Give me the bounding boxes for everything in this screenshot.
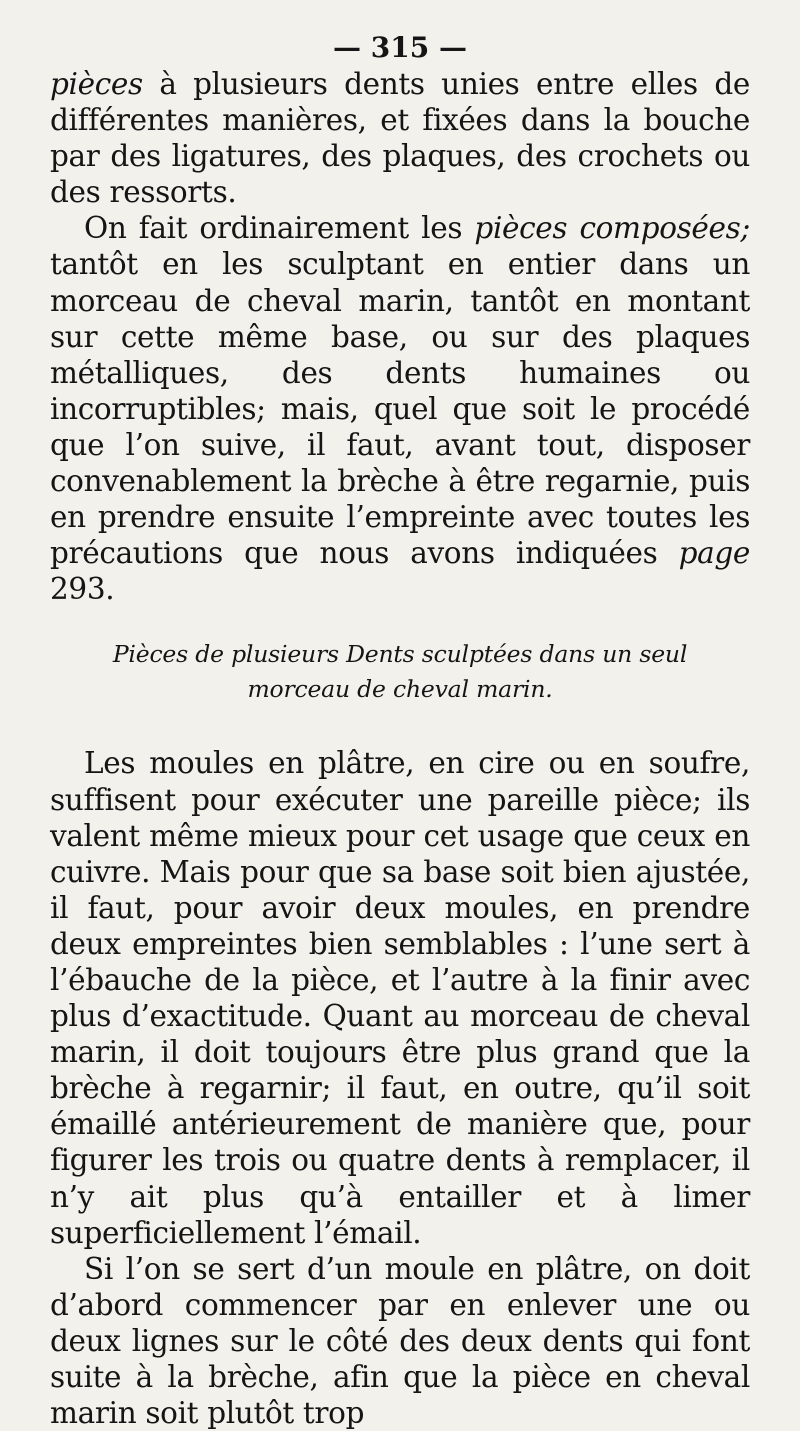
- section-heading: [50, 637, 750, 707]
- italic-term-pieces-composees: pièces composées;: [474, 211, 750, 246]
- paragraph-2-intro: On fait ordinairement les: [84, 211, 475, 246]
- italic-page-ref: page: [678, 536, 750, 571]
- paragraph-1-text: à plusieurs dents unies entre elles de différentes manières, et fixées dans la bouche par des ligatures, des plaques, des crochets ou des ressorts.: [50, 67, 750, 210]
- paragraph-3: Les moules en plâtre, en cire ou en soufre, suffisent pour exécuter une pareille pièce; ils valent même mieux pour cet usage que ceux en cuivre. Mais pour que sa base soit bien ajustée, il faut, pour avoir deux moules, en prendre deux empreintes bien semblables : l’une sert à l’ébauche de la pièce, et l’autre à la finir avec plus d’exactitude. Quant au morceau de cheval marin, il doit toujours être plus grand que la brèche à regarnir; il faut, en outre, qu’il soit émaillé antérieurement de manière que, pour figurer les trois ou quatre dents à remplacer, il n’y ait plus qu’à entailler et à limer superficiellement l’émail.: [50, 746, 750, 1250]
- section-heading-line-1: Pièces de plusieurs Dents sculptées dans un seul: [112, 640, 688, 669]
- paragraph-4: Si l’on se sert d’un moule en plâtre, on doit d’abord commencer par en enlever une ou deux lignes sur le côté des deux dents qui font suite à la brèche, afin que la pièce en cheval marin soit plutôt trop: [50, 1251, 750, 1431]
- page-ref-number: 293.: [50, 572, 115, 607]
- section-heading-line-2: morceau de cheval marin.: [247, 675, 553, 704]
- paragraph-1: [50, 66, 750, 210]
- paragraph-2-text: tantôt en les sculptant en entier dans un morceau de cheval marin, tantôt en montant sur cette même base, ou sur des plaques métalliques, des dents humaines ou incorruptibles; mais, quel que soit le procédé que l’on suive, il faut, avant tout, disposer convenablement la brèche à être regarnie, puis en prendre ensuite l’empreinte avec toutes les précautions que nous avons indiquées: [50, 247, 750, 571]
- italic-term-pieces: pièces: [50, 67, 143, 101]
- paragraph-2: [50, 210, 750, 607]
- page-number: — 315 —: [333, 31, 467, 64]
